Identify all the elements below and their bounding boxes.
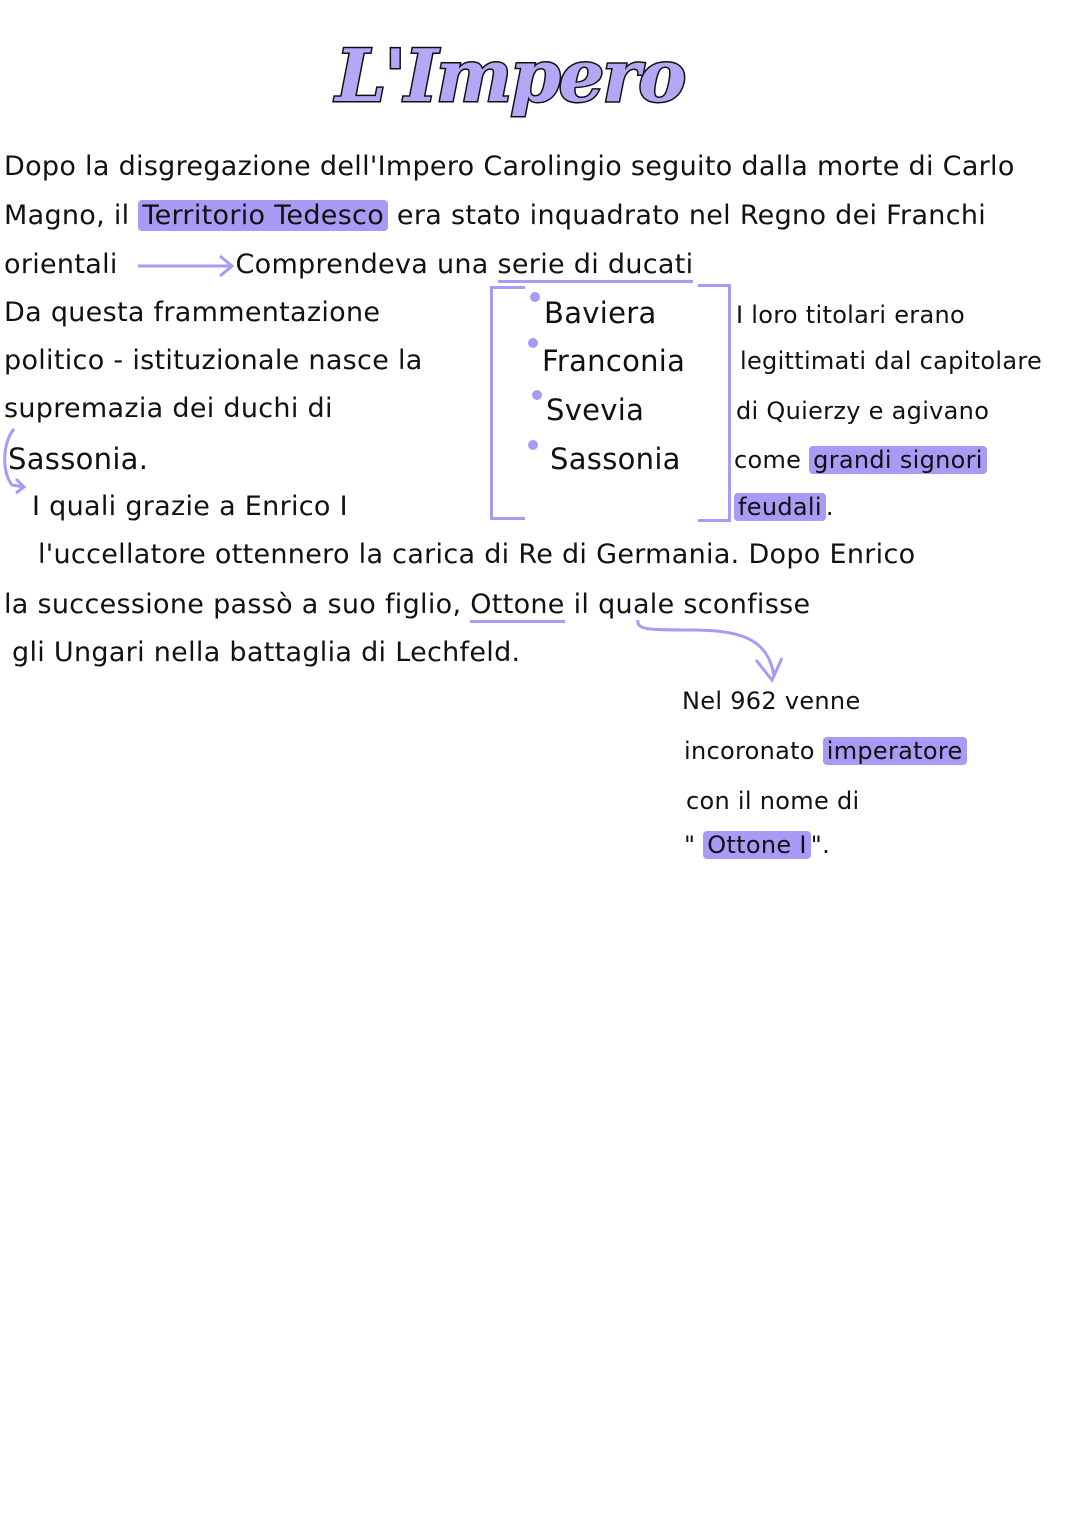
text: "	[684, 831, 696, 859]
right-line5	[734, 490, 834, 524]
paragraph2-line1: l'uccellatore ottennero la carica di Re di Germania. Dopo Enrico	[38, 539, 916, 570]
paragraph2-line3: gli Ungari nella battaglia di Lechfeld.	[12, 637, 521, 668]
paragraph1-line2	[4, 199, 986, 233]
duchy-svevia: Svevia	[546, 393, 645, 427]
text: il quale sconfisse	[573, 589, 811, 620]
paragraph1-line1: Dopo la disgregazione dell'Impero Carolingio seguito dalla morte di Carlo	[4, 151, 1015, 182]
duchy-sassonia: Sassonia	[550, 442, 681, 476]
text: come	[734, 446, 802, 474]
highlight-imperatore: imperatore	[823, 737, 967, 765]
duchy-franconia: Franconia	[542, 344, 686, 378]
right-line2: legittimati dal capitolare	[740, 347, 1043, 375]
arrow-right-icon	[138, 254, 238, 278]
bullet-icon	[532, 390, 542, 400]
left-line2: politico - istituzionale nasce la	[4, 345, 423, 376]
left-line1: Da questa frammentazione	[4, 297, 381, 328]
bullet-icon	[528, 440, 538, 450]
page-title: L'Impero	[335, 33, 685, 118]
text: ".	[810, 831, 831, 859]
underlined-ottone: Ottone	[470, 589, 564, 623]
text: orientali	[4, 249, 118, 280]
bullet-icon	[528, 338, 538, 348]
paragraph1-line3	[4, 248, 693, 282]
text: Magno, il	[4, 200, 130, 231]
highlight-grandi-signori: grandi signori	[809, 446, 987, 474]
curved-arrow-down-icon	[630, 618, 790, 684]
text: la successione passò a suo figlio,	[4, 589, 462, 620]
note-line2	[684, 734, 967, 768]
highlight-ottone-i: Ottone I	[703, 831, 810, 859]
text: incoronato	[684, 737, 815, 765]
note-line1: Nel 962 venne	[682, 687, 861, 715]
left-line3: supremazia dei duchi di	[4, 393, 333, 424]
right-line3: di Quierzy e agivano	[736, 397, 990, 425]
right-bracket	[698, 284, 731, 522]
highlight-territorio-tedesco: Territorio Tedesco	[138, 200, 388, 231]
text: era stato inquadrato nel Regno dei Franchi	[396, 200, 987, 231]
curved-arrow-icon	[0, 425, 30, 495]
text: .	[825, 493, 834, 521]
note-line3: con il nome di	[686, 787, 860, 815]
paragraph2-line2	[4, 588, 810, 622]
bullet-icon	[530, 292, 540, 302]
text: Comprendeva una	[235, 249, 489, 280]
left-line4: Sassonia.	[8, 442, 149, 476]
note-line4	[684, 828, 830, 862]
underlined-serie-di-ducati: serie di ducati	[498, 249, 694, 283]
left-line5: I quali grazie a Enrico I	[32, 491, 348, 522]
right-line4	[734, 443, 987, 477]
highlight-feudali: feudali	[734, 493, 826, 521]
right-line1: I loro titolari erano	[736, 301, 965, 329]
left-bracket	[490, 286, 525, 520]
duchy-baviera: Baviera	[544, 296, 657, 330]
